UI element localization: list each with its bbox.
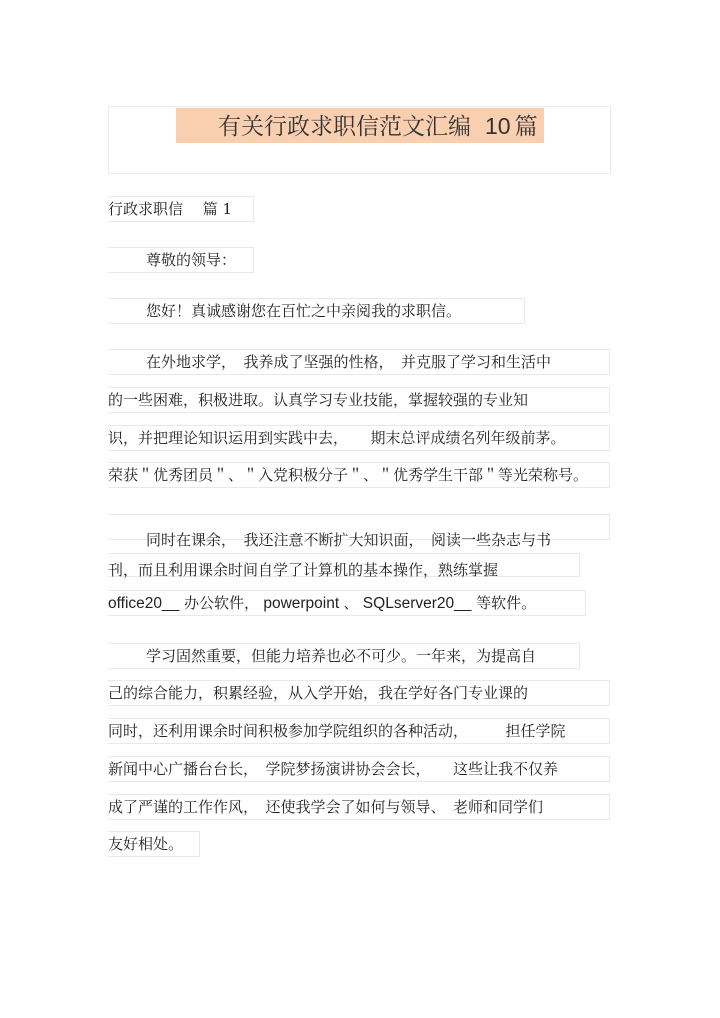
greeting — [108, 298, 461, 324]
paragraph-line: 荣获＂优秀团员＂、＂入党积极分子＂、＂优秀学生干部＂等光荣称号。 — [108, 466, 589, 484]
title-main: 有关行政求职信范文汇编 — [218, 114, 471, 140]
paragraph-line: 友好相处。 — [108, 835, 184, 853]
software-text-end: 等软件。 — [471, 594, 537, 612]
paragraph-line: 识，并把理论知识运用到实践中去， 期末总评成绩名列年级前茅。 — [108, 429, 566, 447]
document-title — [218, 108, 538, 144]
software-version-office: office20__ — [108, 595, 180, 612]
title-number: 10 — [485, 113, 511, 139]
title-suffix: 篇 — [514, 114, 538, 140]
paragraph-line: 刊，而且利用课余时间自学了计算机的基本操作，熟练掌握 — [108, 561, 499, 579]
paragraph-line: 己的综合能力，积累经验，从入学开始，我在学好各门专业课的 — [108, 684, 529, 702]
salutation-text: 尊敬的领导： — [146, 251, 237, 269]
paragraph-line: 同时，还利用课余时间积极参加学院组织的各种活动， 担任学院 — [108, 722, 566, 740]
greeting-text: 您好！真诚感谢您在百忙之中亲阅我的求职信。 — [146, 302, 462, 320]
software-powerpoint: powerpoint — [259, 595, 344, 612]
paragraph-line — [108, 349, 551, 375]
paragraph-line-software — [108, 590, 536, 616]
paragraph-line — [108, 643, 536, 669]
salutation — [108, 247, 236, 273]
software-separator: 、 — [343, 594, 359, 612]
software-sqlserver: SQLserver20__ — [358, 595, 472, 612]
paragraph-line: 的一些困难，积极进取。认真学习专业技能，掌握较强的专业知 — [108, 391, 529, 409]
line-text: 在外地求学， 我养成了坚强的性格， 并克服了学习和生活中 — [146, 353, 552, 371]
software-text: 办公软件， — [179, 594, 260, 612]
line-text: 学习固然重要，但能力培养也必不可少。一年来，为提高自 — [146, 647, 537, 665]
paragraph-line: 新闻中心广播台台长， 学院梦扬演讲协会会长， 这些让我不仅养 — [108, 760, 559, 778]
line-text: 同时在课余， 我还注意不断扩大知识面， 阅读一些杂志与书 — [146, 531, 552, 549]
paragraph-line: 成了严谨的工作作风， 还使我学会了如何与领导、 老师和同学们 — [108, 798, 544, 816]
section-label: 行政求职信 篇 1 — [108, 200, 233, 218]
paragraph-line — [108, 527, 551, 553]
